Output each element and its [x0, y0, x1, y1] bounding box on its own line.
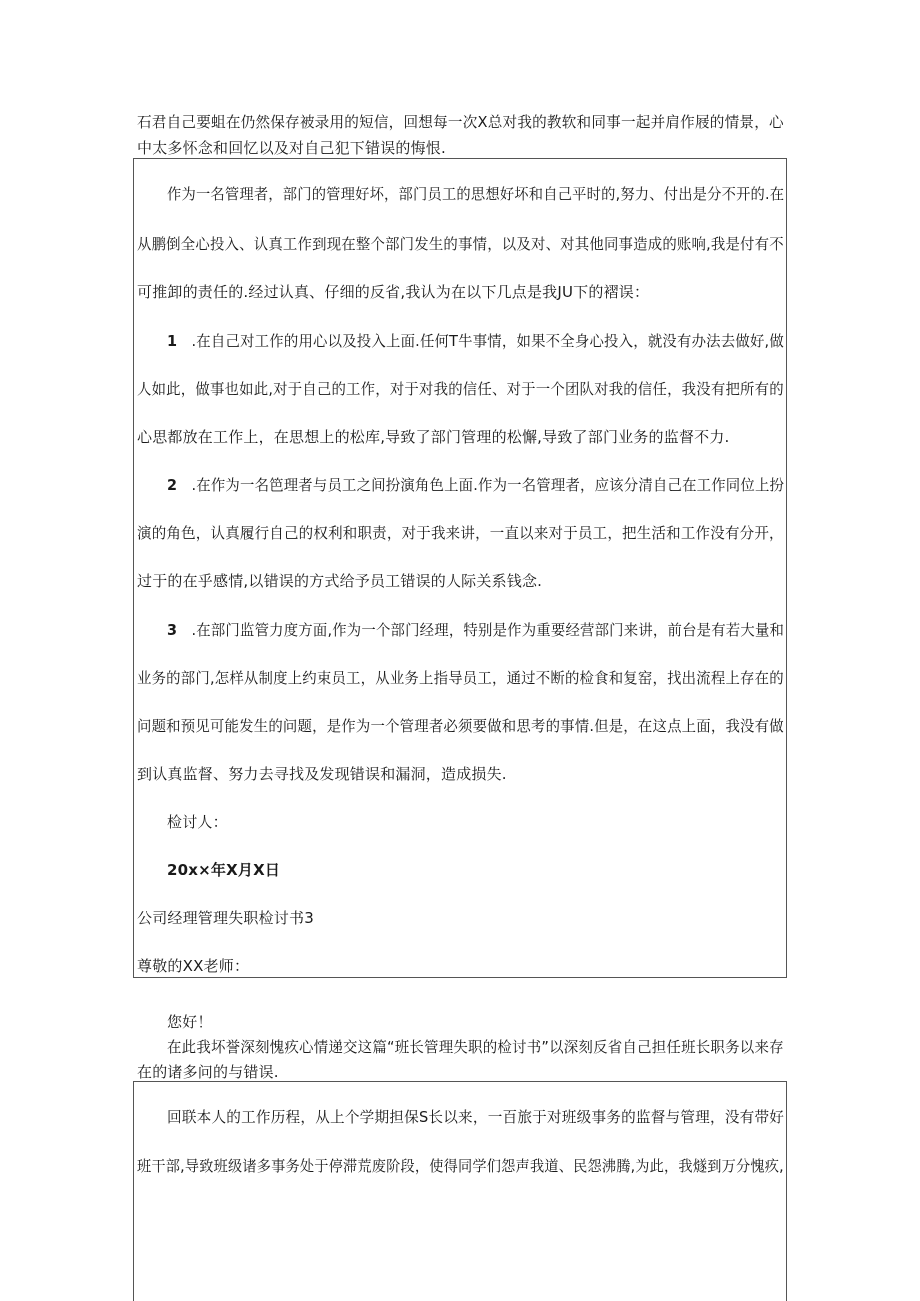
box2-line-1: 回联本人的工作历程，从上个学期担保S长以来，一百旅于对班级事务的监督与管理，没有带好 [167, 1108, 785, 1126]
point-2-text: .在作为一名笆理者与员工之间扮演角色上面.作为一名管理者，应该分清自己在工作同位上扮 [191, 476, 785, 494]
point-2-number: 2 [167, 476, 178, 494]
box2-line-2: 班干部,导致班级诸多事务处于停滞荒废阶段，使得同学们怨声我道、民怨沸腾,为此，我燧到万分愧疚, [137, 1157, 784, 1175]
point-2-line-3: 过于的在乎感情,以错误的方式给予员工错误的人际关系钱念. [137, 572, 543, 590]
middle-line-2: 在的诸多问的与错误. [137, 1063, 279, 1081]
point-2-line-2: 演的角色，认真履行自己的权利和职责，对于我来讲，一直以来对于员工，把生活和工作没有分开， [137, 524, 784, 542]
signer-label: 检讨人： [167, 813, 228, 831]
point-3-line-4: 到认真监督、努力去寻找及发现错误和漏洞，造成损失. [137, 765, 507, 783]
point-3-line-1 [167, 619, 784, 640]
point-1-line-3: 心思都放在工作上，在思想上的松库,导致了部门管理的松懈,导致了部门业务的监督不力. [137, 428, 730, 446]
point-3-line-3: 问题和预见可能发生的问题，是作为一个管理者必须要做和思考的事情.但是，在这点上面，我没有做 [137, 717, 784, 735]
point-3-text: .在部门监管力度方面,作为一个部门经理，特别是作为重要经营部门来讲，前台是有若大量和 [191, 621, 785, 639]
middle-line-1: 在此我坏誉深刻愧疚心情递交这篇“班长管理失职的检讨书”以深刻反省自己担任班长职务以来存 [167, 1038, 784, 1056]
point-3-line-2: 业务的部门,怎样从制度上约束员工，从业务上指导员工，通过不断的检食和复窑，找出流程上存在的 [137, 669, 784, 687]
box1-paragraph-line-2: 从鹏倒全心投入、认真工作到现在整个部门发生的事情，以及对、对其他同事造成的账响,我是付有不 [137, 235, 784, 253]
box1-paragraph-line-3: 可推卸的责任的.经过认真、仔细的反省,我认为在以下几点是我JU下的褶误： [137, 283, 650, 301]
document-title: 公司经理管理失职检讨书3 [137, 909, 314, 927]
point-1-number: 1 [167, 332, 178, 350]
date-line: 20x×年X月X日 [167, 861, 281, 879]
point-2-line-1 [167, 474, 784, 495]
intro-line-1: 石君自己要蛆在仍然保存被录用的短信，回想每一次X总对我的教软和同事一起并肩作屐的情景，心 [137, 113, 784, 131]
point-1-text: .在自己对工作的用心以及投入上面.任何T牛事情，如果不全身心投入，就没有办法去做好,做 [191, 332, 784, 350]
intro-line-2: 中太多怀念和回忆以及对自己犯下错误的悔恨. [137, 139, 446, 157]
salutation: 尊敬的XX老师： [137, 957, 250, 975]
box1-paragraph-line-1: 作为一名管理者，部门的管理好坏，部门员工的思想好坏和自己平时的,努力、付出是分不开的.在 [167, 185, 785, 203]
greeting: 您好！ [167, 1013, 213, 1031]
point-1-line-1 [167, 330, 784, 351]
point-1-line-2: 人如此，做事也如此,对于自己的工作，对于对我的信任、对于一个团队对我的信任，我没有把所有的 [137, 380, 784, 398]
point-3-number: 3 [167, 621, 178, 639]
